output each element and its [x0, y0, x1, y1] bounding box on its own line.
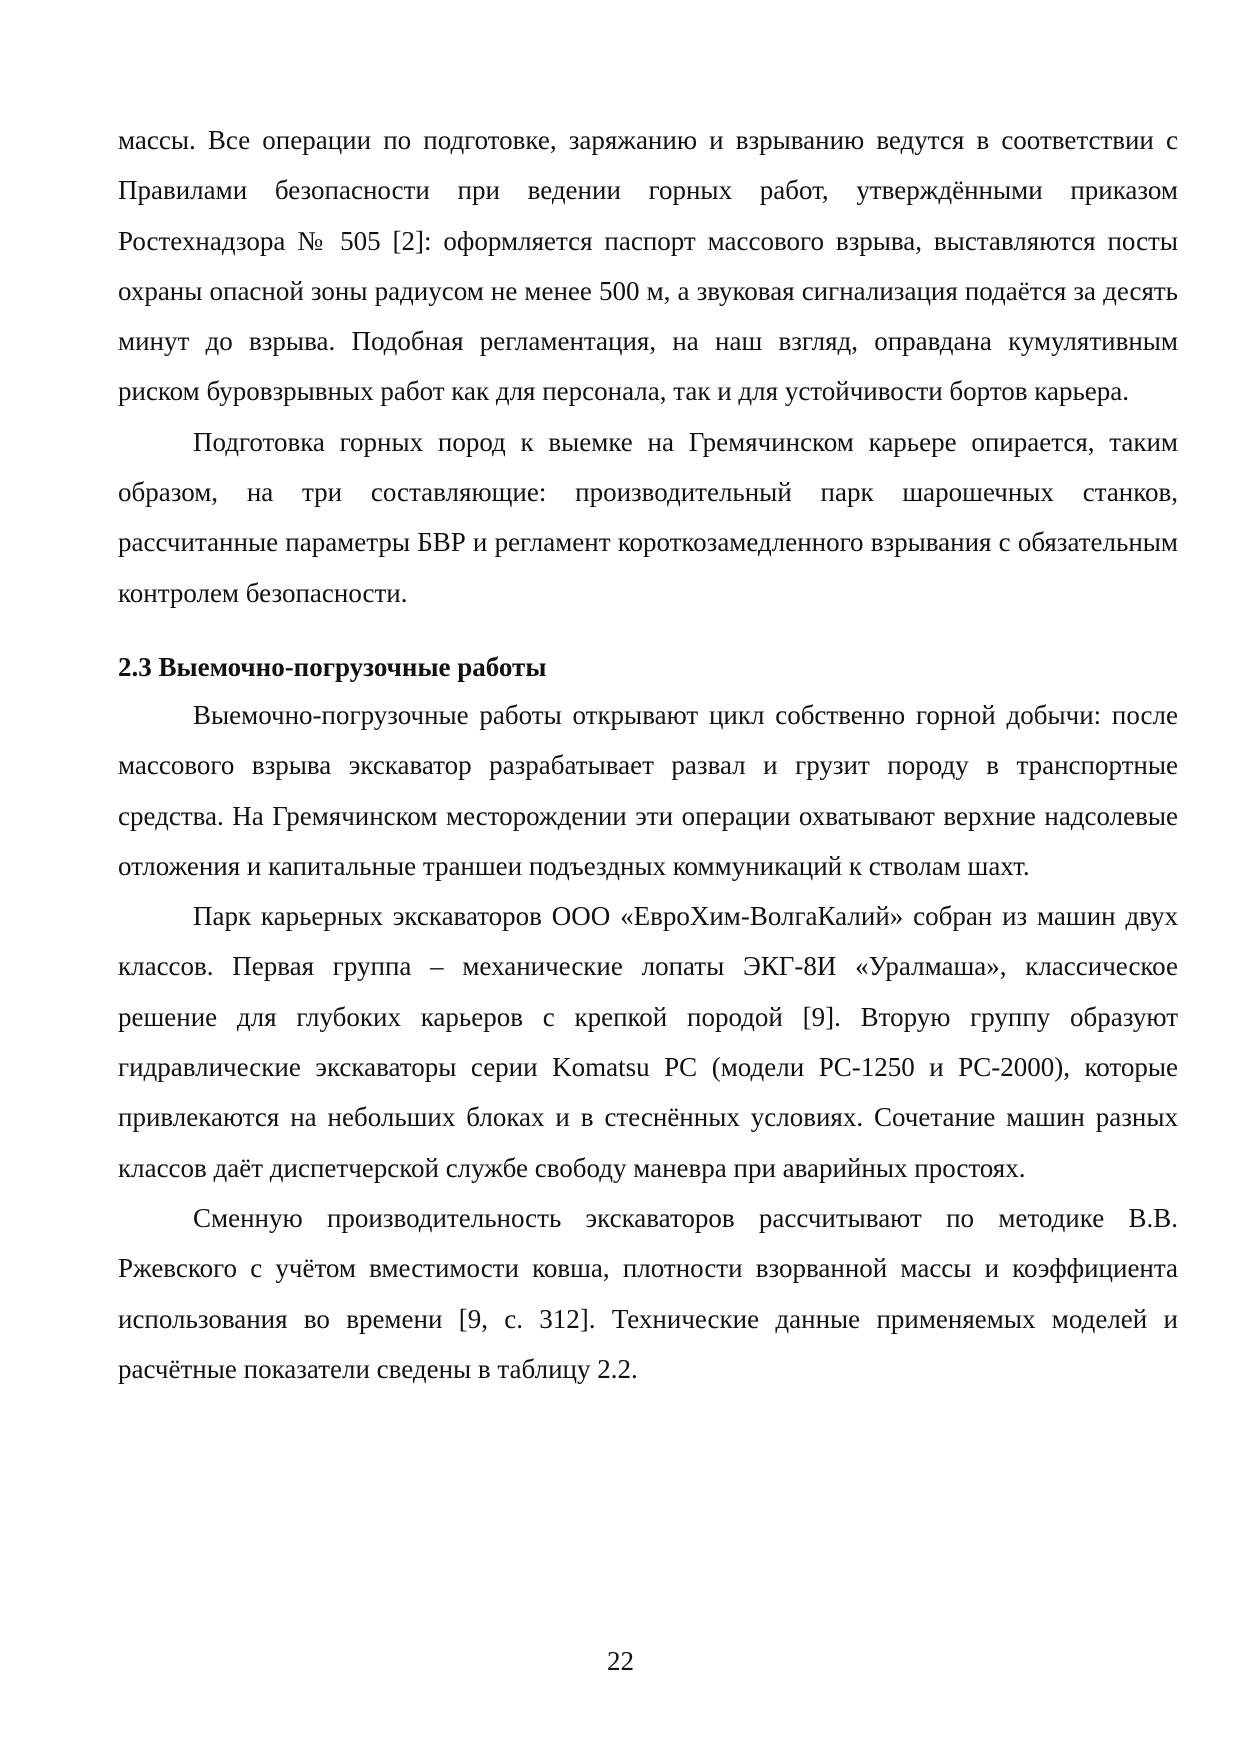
- paragraph-safety-rules: массы. Все операции по подготовке, заряжанию и взрыванию ведутся в соответствии с Правилами безопасности при ведении горных работ, утверждёнными приказом Ростехнадзора № 505 [2]: оформляется паспорт массового взрыва, выставляются посты охраны опасной зоны радиусом не менее 500 м, а звуковая сигнализация подаётся за десять минут до взрыва. Подобная регламентация, на наш взгляд, оправдана кумулятивным риском буровзрывных работ как для персонала, так и для устойчивости бортов карьера.: [118, 125, 1178, 407]
- paragraph-productivity-method: Сменную производительность экскаваторов рассчитывают по методике В.В. Ржевского с учётом вместимости ковша, плотности взорванной массы и коэффициента использования во времени [9, с. 312]. Технические данные применяемых моделей и расчётные показатели сведены в таблицу 2.2.: [118, 1202, 1178, 1384]
- page-number: 22: [607, 1646, 634, 1676]
- section-heading: 2.3 Выемочно-погрузочные работы: [118, 651, 547, 682]
- paragraph-excavation-intro: Выемочно-погрузочные работы открывают цикл собственно горной добычи: после массового взрыва экскаватор разрабатывает развал и грузит породу в транспортные средства. На Гремячинском месторождении эти операции охватывают верхние надсолевые отложения и капитальные траншеи подъездных коммуникаций к стволам шахт.: [118, 699, 1178, 881]
- document-page: [118, 115, 1178, 1394]
- paragraph-excavator-fleet: Парк карьерных экскаваторов ООО «ЕвроХим-ВолгаКалий» собран из машин двух классов. Первая группа – механические лопаты ЭКГ-8И «Уралмаша», классическое решение для глубоких карьеров с крепкой породой [9]. Вторую группу образуют гидравлические экскаваторы серии Komatsu PC (модели PC-1250 и PC-2000), которые привлекаются на небольших блоках и в стеснённых условиях. Сочетание машин разных классов даёт диспетчерской службе свободу маневра при аварийных простоях.: [118, 901, 1178, 1183]
- paragraph-preparation-summary: Подготовка горных пород к выемке на Гремячинском карьере опирается, таким образом, на три составляющие: производительный парк шарошечных станков, рассчитанные параметры БВР и регламент короткозамедленного взрывания с обязательным контролем безопасности.: [118, 426, 1178, 608]
